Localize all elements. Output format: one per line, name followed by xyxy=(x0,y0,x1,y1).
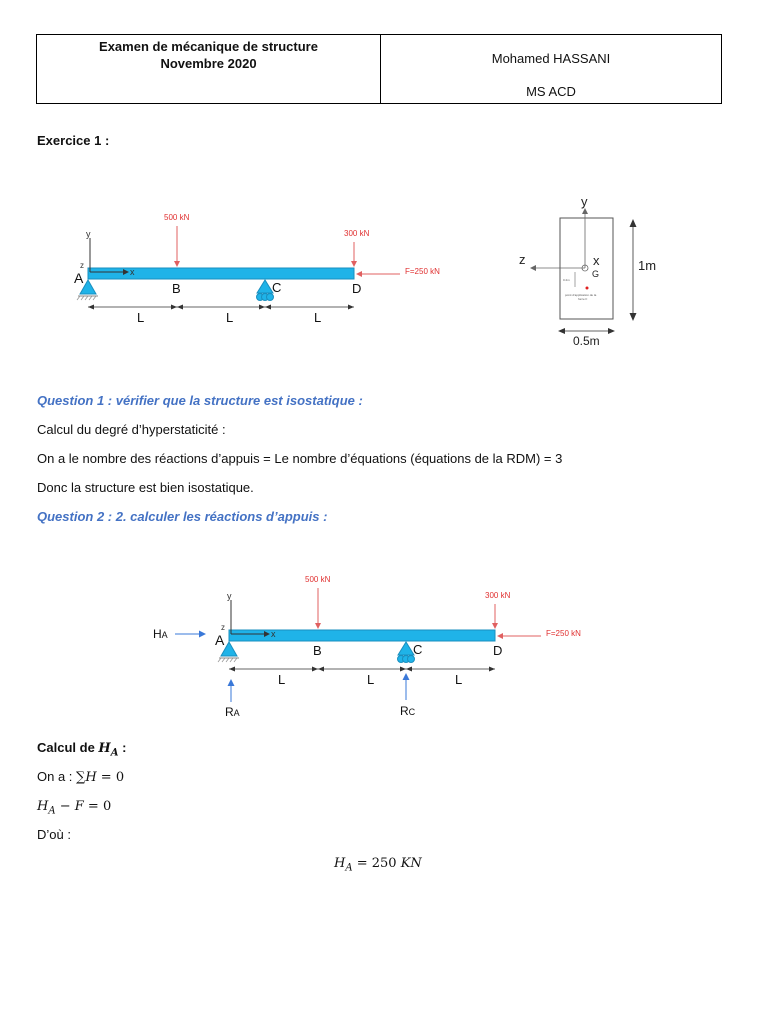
span-label-2: L xyxy=(226,310,234,325)
span-label-1: L xyxy=(137,310,145,325)
rc-label: RC xyxy=(400,704,416,718)
force-f-label-2: F=250 kN xyxy=(546,629,581,638)
load-d-label: 300 kN xyxy=(344,229,370,238)
calc-line-3: D’où : xyxy=(37,827,71,842)
section-axis-z-label: z xyxy=(519,252,526,267)
beam-2 xyxy=(229,630,495,641)
question-1-title: Question 1 : vérifier que la structure est isostatique : xyxy=(37,393,363,408)
point-a-label: A xyxy=(74,270,84,286)
point-c-label-2: C xyxy=(413,642,423,657)
svg-text:force F: force F xyxy=(578,297,588,301)
point-b-label-2: B xyxy=(313,643,322,658)
section-axis-x-label: x xyxy=(593,253,600,268)
span-label-2-1: L xyxy=(278,672,286,687)
force-f-label: F=250 kN xyxy=(405,267,440,276)
ra-label: RA xyxy=(225,705,240,719)
axis-y-label-2: y xyxy=(227,591,232,601)
point-d-label: D xyxy=(352,281,362,296)
course-name: MS ACD xyxy=(526,84,576,99)
load-b-label-2: 500 kN xyxy=(305,575,331,584)
exercise-title: Exercice 1 : xyxy=(37,133,110,148)
question-1-line-1: Calcul du degré d’hyperstaticité : xyxy=(37,422,226,437)
axis-x-label: x xyxy=(130,267,135,277)
span-label-2-2: L xyxy=(367,672,375,687)
centroid-label: G xyxy=(592,269,600,279)
calc-line-1: On a : ∑H = 0 xyxy=(37,769,125,785)
question-1-line-2: On a le nombre des réactions d’appuis = Le nombre d’équations (équations de la RDM) = 3 xyxy=(37,451,563,466)
calc-title: Calcul de $H_A$ : xyxy=(37,740,127,759)
point-d-label-2: D xyxy=(493,643,503,658)
axis-y-label: y xyxy=(86,229,91,239)
roller-support-c-2 xyxy=(398,642,414,655)
question-1-line-3: Donc la structure est bien isostatique. xyxy=(37,480,254,495)
ha-label: HA xyxy=(153,627,168,641)
height-label: 1m xyxy=(638,258,657,273)
point-a-label-2: A xyxy=(215,632,225,648)
load-b-label: 500 kN xyxy=(164,213,190,222)
force-application-label: point d'application de la xyxy=(565,293,597,297)
point-c-label: C xyxy=(272,280,282,295)
axis-z-label: z xyxy=(80,261,84,270)
span-label-3: L xyxy=(314,310,322,325)
width-label: 0.5m xyxy=(573,334,600,348)
question-2-title: Question 2 : 2. calculer les réactions d’appuis : xyxy=(37,509,328,524)
exam-title: Examen de mécanique de structure xyxy=(99,39,318,54)
offset-label: 0.2m xyxy=(563,278,570,282)
author-name: Mohamed HASSANI xyxy=(491,51,611,66)
point-b-label: B xyxy=(172,281,181,296)
section-axis-y-label: y xyxy=(581,194,588,209)
load-d-label-2: 300 kN xyxy=(485,591,511,600)
axis-z-label-2: z xyxy=(221,623,225,632)
axis-x-label-2: x xyxy=(271,629,276,639)
span-label-2-3: L xyxy=(455,672,463,687)
exam-date: Novembre 2020 xyxy=(160,56,257,71)
calc-line-2: $H_A - F = 0$ xyxy=(37,799,112,817)
calc-result: $H_A = 250$ KN xyxy=(334,856,422,874)
